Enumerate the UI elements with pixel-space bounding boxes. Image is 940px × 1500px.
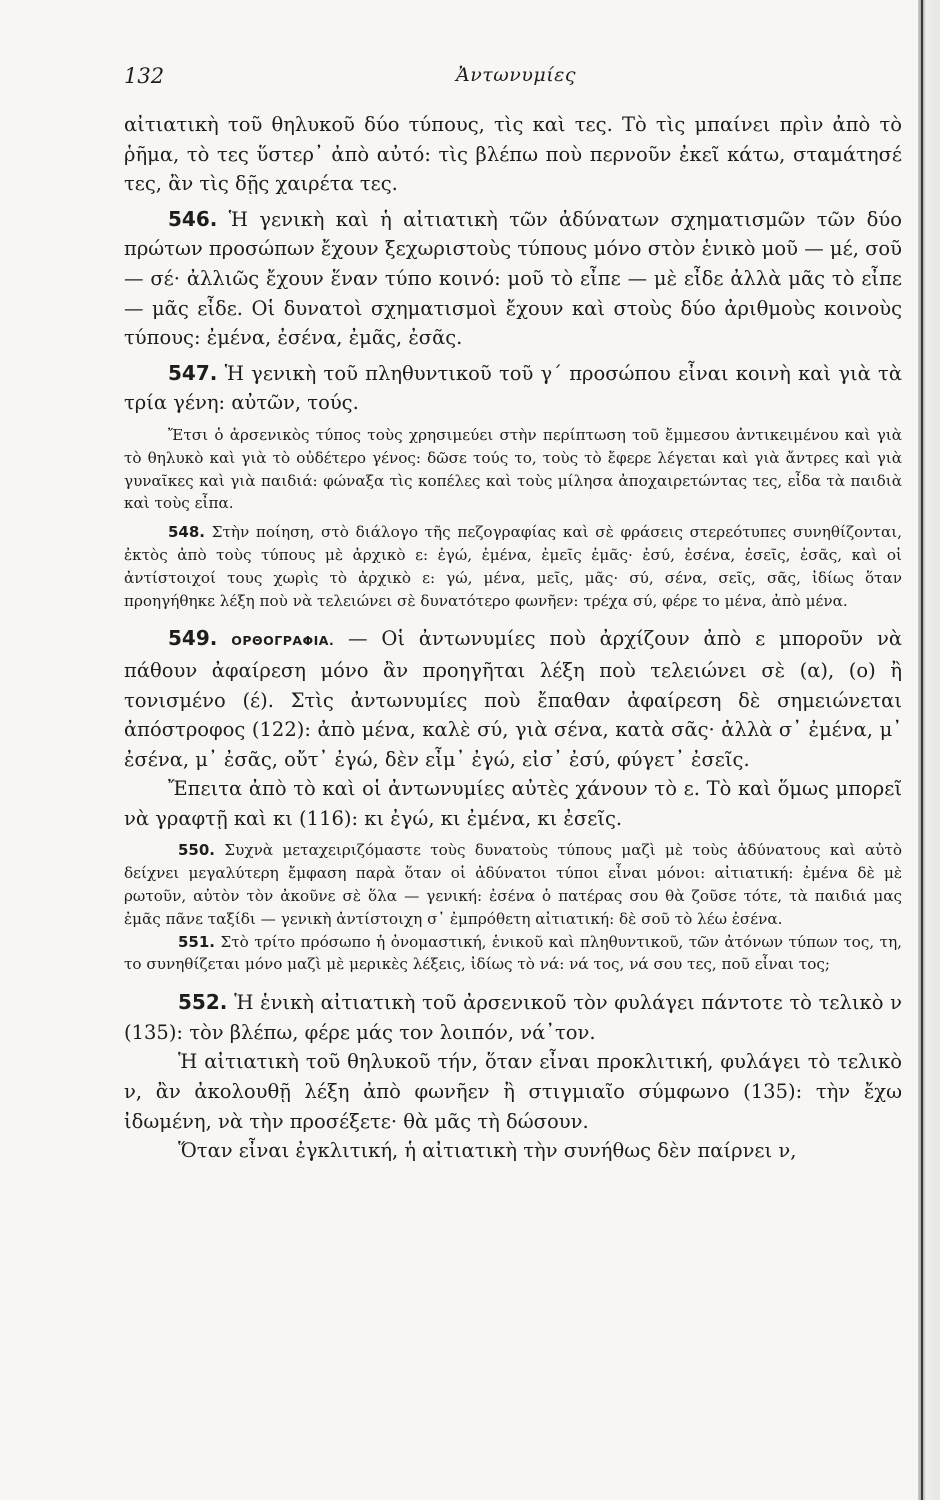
section-text-546: Ἡ γενικὴ καὶ ἡ αἰτιατικὴ τῶν ἀδύνατων σχηματισμῶν τῶν δύο πρώτων προσώπων ἔχουν ξεχωριστοὺς τύπους μόνο στὸν ἑνικὸ μοῦ — μέ, σοῦ — σέ· ἀλλιῶς ἔχουν ἕναν τύπο κοινό: μοῦ τὸ εἶπε — μὲ εἶδε ἀλλὰ μᾶς τὸ εἶπε — μᾶς εἶδε. Οἱ δυνατοὶ σχηματισμοὶ ἔχουν καὶ στοὺς δύο ἀριθμοὺς κοινοὺς τύπους: ἐμένα, ἐσένα, ἐμᾶς, ἐσᾶς.: [124, 207, 902, 350]
paragraph-547: [124, 359, 902, 418]
section-number-547: 547.: [168, 360, 218, 385]
section-number-546: 546.: [168, 206, 218, 231]
section-number-549: 549.: [168, 626, 218, 651]
section-text-552: Ἡ ἑνικὴ αἰτιατικὴ τοῦ ἀρσενικοῦ τὸν φυλάγει πάντοτε τὸ τελικὸ ν (135): τὸν βλέπω, φέρε μάς τον λοιπόν, νά᾿τον.: [124, 991, 902, 1044]
paragraph-intro: αἰτιατικὴ τοῦ θηλυκοῦ δύο τύπους, τὶς καὶ τες. Τὸ τὶς μπαίνει πρὶν ἀπὸ τὸ ῥῆμα, τὸ τες ὕστερ᾿ ἀπὸ αὐτό: τὶς βλέπω ποὺ περνοῦν ἐκεῖ κάτω, σταμάτησέ τες, ἂν τὶς δῇς χαιρέτα τες.: [124, 113, 902, 196]
section-text-547: Ἡ γενικὴ τοῦ πληθυντικοῦ τοῦ γ΄ προσώπου εἶναι κοινὴ καὶ γιὰ τὰ τρία γένη: αὐτῶν, τούς.: [124, 361, 902, 415]
note-547: Ἔτσι ὁ ἀρσενικὸς τύπος τοὺς χρησιμεύει στὴν περίπτωση τοῦ ἔμμεσου ἀντικειμένου καὶ γιὰ τὸ θηλυκὸ καὶ γιὰ τὸ οὐδέτερο γένος: δῶσε τούς το, τοὺς τὸ ἔφερε λέγεται καὶ γιὰ ἄντρες καὶ γιὰ γυναῖκες καὶ γιὰ παιδιά: φώναξα τὶς κοπέλες καὶ τοὺς μίλησα ἀποχαιρετώντας τες, εἶδα τὰ παιδιὰ καὶ τοὺς εἶπα.: [124, 425, 902, 513]
page-body: [124, 110, 902, 1166]
section-number-551: 551.: [178, 932, 216, 951]
page-header: [124, 64, 914, 94]
section-number-552: 552.: [178, 990, 228, 1015]
section-text-551: Στὸ τρίτο πρόσωπο ἡ ὀνομαστική, ἑνικοῦ καὶ πληθυντικοῦ, τῶν ἀτόνων τύπων τος, τη, το συνηθίζεται μόνο μαζὶ μὲ μερικὲς λέξεις, ἰδίως τὸ νά: νά τος, νά σου τες, ποῦ εἶναι τος;: [124, 932, 902, 974]
section-number-548: 548.: [168, 523, 206, 542]
section-number-550: 550.: [178, 841, 216, 860]
paragraph-552: [124, 988, 902, 1047]
paragraph-552-feminine: Ἡ αἰτιατικὴ τοῦ θηλυκοῦ τήν, ὅταν εἶναι προκλιτική, φυλάγει τὸ τελικὸ ν, ἂν ἀκολουθῇ λέξη ἀπὸ φωνῆεν ἢ στιγμιαῖο σύμφωνο (135): τὴν ἔχω ἰδωμένη, νὰ τὴν προσέξετε· θὰ μᾶς τὴ δώσουν.: [124, 1050, 902, 1133]
paragraph-549-continued: Ἔπειτα ἀπὸ τὸ καὶ οἱ ἀντωνυμίες αὐτὲς χάνουν τὸ ε. Τὸ καὶ ὅμως μπορεῖ νὰ γραφτῇ καὶ κι (116): κι ἐγώ, κι ἐμένα, κι ἐσεῖς.: [124, 777, 902, 830]
section-text-548: Στὴν ποίηση, στὸ διάλογο τῆς πεζογραφίας καὶ σὲ φράσεις στερεότυπες συνηθίζονται, ἐκτὸς ἀπὸ τοὺς τύπους μὲ ἀρχικὸ ε: ἐγώ, ἐμένα, ἐμεῖς ἐμᾶς· ἐσύ, ἐσένα, ἐσεῖς, ἐσᾶς, καὶ οἱ ἀντίστοιχοί τους χωρὶς τὸ ἀρχικὸ ε: γώ, μένα, μεῖς, μᾶς· σύ, σένα, σεῖς, σᾶς, ἰδίως ὅταν προηγήθηκε λέξη ποὺ νὰ τελειώνει σὲ δυνατότερο φωνῆεν: τρέχα σύ, φέρε το μένα, ἀπὸ μένα.: [124, 523, 902, 610]
section-label-orthography: ΟΡΘΟΓΡΑΦΙΑ.: [231, 633, 335, 649]
paragraph-550: [124, 839, 902, 930]
section-text-549: — Οἱ ἀντωνυμίες ποὺ ἀρχίζουν ἀπὸ ε μποροῦν νὰ πάθουν ἀφαίρεση μόνο ἂν προηγῆται λέξη ποὺ τελειώνει σὲ (α), (ο) ἢ τονισμένο (έ). Στὶς ἀντωνυμίες ποὺ ἔπαθαν ἀφαίρεση δὲ σημειώνεται ἀπόστροφος (122): ἀπὸ μένα, καλὲ σύ, γιὰ σένα, κατὰ σᾶς· ἀλλὰ σ᾿ ἐμένα, μ᾿ ἐσένα, μ᾿ ἐσᾶς, οὔτ᾿ ἐγώ, δὲν εἶμ᾿ ἐγώ, εἰσ᾿ ἐσύ, φύγετ᾿ ἐσεῖς.: [124, 627, 902, 771]
section-text-550: Συχνὰ μεταχειριζόμαστε τοὺς δυνατοὺς τύπους μαζὶ μὲ τοὺς ἀδύνατους καὶ αὐτὸ δείχνει μεγαλύτερη ἔμφαση παρὰ ὅταν οἱ ἀδύνατοι τύποι εἶναι μόνοι: αἰτιατική: ἐμένα δὲ μὲ ρωτοῦν, αὐτὸν τὸν ἀκοῦνε σὲ ὅλα — γενική: ἐσένα ὁ πατέρας σου θὰ ζοῦσε τότε, τὰ παιδιά μας ἐμᾶς πᾶνε ταξίδι — γενικὴ ἀντίστοιχη σ᾿ ἐμπρόθετη αἰτιατική: δὲ σοῦ τὸ λέω ἐσένα.: [124, 841, 902, 928]
running-title: Ἀντωνυμίες: [456, 64, 577, 86]
paragraph-549: [124, 624, 902, 774]
paragraph-551: [124, 931, 902, 977]
adjacent-page-edge: [918, 0, 940, 1500]
paragraph-546: [124, 205, 902, 353]
paragraph-552-enclitic: Ὅταν εἶναι ἐγκλιτική, ἡ αἰτιατικὴ τὴν συνήθως δὲν παίρνει ν,: [178, 1139, 797, 1163]
paragraph-548: [124, 521, 902, 612]
page-number: 132: [124, 64, 165, 88]
